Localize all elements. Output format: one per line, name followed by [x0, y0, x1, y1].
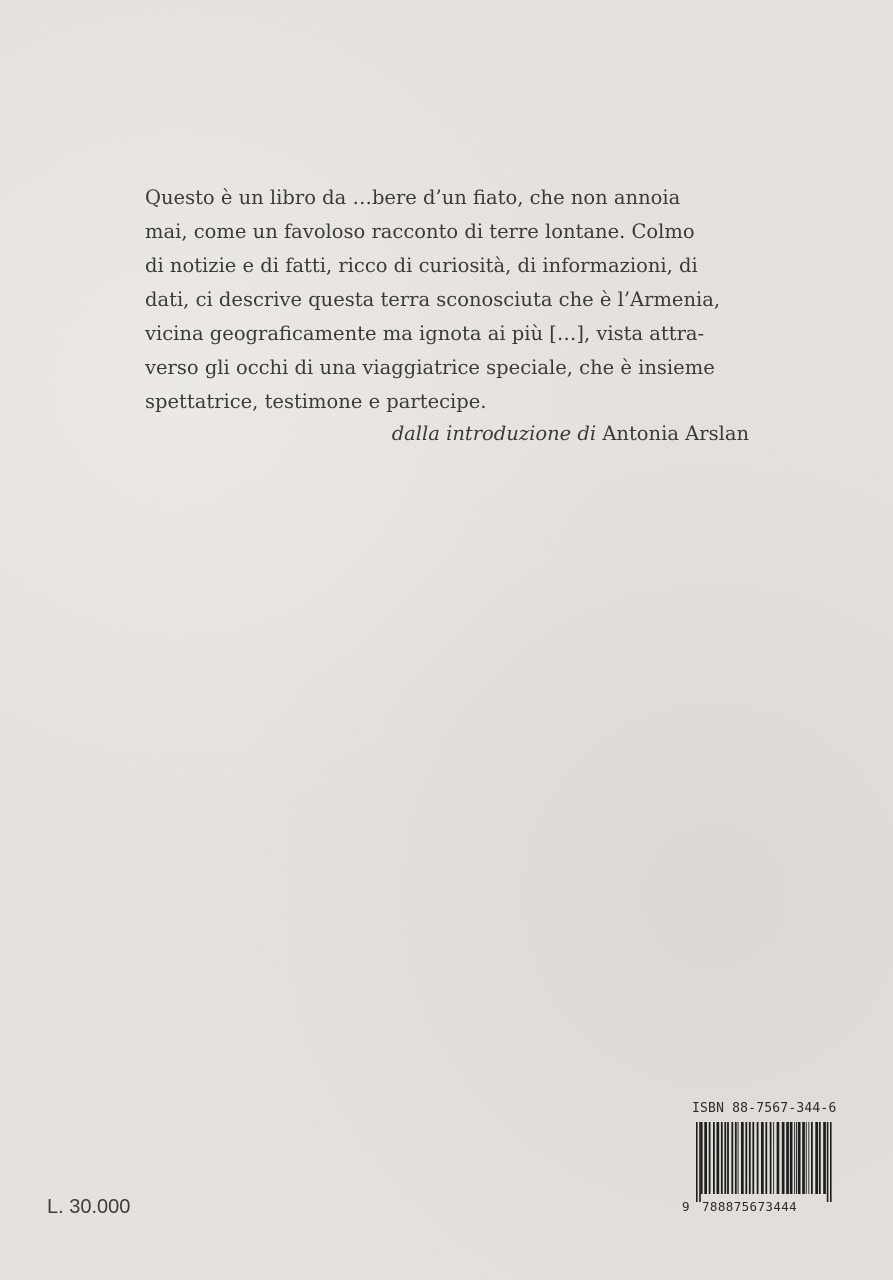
barcode-bar — [749, 1122, 751, 1194]
barcode-digits — [682, 1199, 842, 1214]
barcode-bar — [777, 1122, 780, 1194]
barcode-bar — [819, 1122, 821, 1194]
price-label: L. 30.000 — [47, 1196, 131, 1218]
barcode-bar — [752, 1122, 754, 1194]
barcode-number: 788875673444 — [702, 1199, 798, 1214]
barcode-bar — [709, 1122, 711, 1194]
barcode-bar — [806, 1122, 807, 1194]
blurb-line: dati, ci descrive questa terra sconosciuta che è l’Armenia, — [145, 288, 721, 311]
barcode-bar — [757, 1122, 759, 1194]
barcode-bar — [717, 1122, 720, 1194]
barcode-bar — [782, 1122, 785, 1194]
barcode-first-digit: 9 — [682, 1199, 690, 1214]
barcode-bar — [811, 1122, 813, 1194]
barcode-bar — [773, 1122, 774, 1194]
barcode-bar — [796, 1122, 797, 1194]
blurb-line: spettatrice, testimone e partecipe. — [145, 390, 487, 413]
barcode-bar — [770, 1122, 772, 1194]
blurb-line: di notizie e di fatti, ricco di curiosità, di informazioni, di — [145, 254, 698, 277]
attribution — [392, 422, 749, 445]
barcode-bars — [682, 1122, 838, 1202]
blurb-text — [145, 181, 765, 419]
attribution-author: Antonia Arslan — [602, 422, 749, 445]
barcode-bar — [830, 1122, 832, 1202]
barcode-bar — [704, 1122, 707, 1194]
blurb-line: vicina geograficamente ma ignota ai più […], vista attra- — [145, 322, 705, 345]
barcode-bar — [761, 1122, 764, 1194]
barcode-bar — [735, 1122, 737, 1194]
barcode-bar — [786, 1122, 789, 1194]
barcode-bar — [798, 1122, 801, 1194]
barcode-bar — [802, 1122, 805, 1194]
barcode-bar — [699, 1122, 701, 1202]
barcode-bar — [790, 1122, 793, 1194]
blurb-line: mai, come un favoloso racconto di terre lontane. Colmo — [145, 220, 695, 243]
isbn-label: ISBN 88-7567-344-6 — [692, 1101, 837, 1116]
barcode-bar — [696, 1122, 698, 1202]
barcode-bar — [827, 1122, 829, 1202]
barcode-bar — [794, 1122, 795, 1194]
barcode-bar — [745, 1122, 747, 1194]
blurb-line: verso gli occhi di una viaggiatrice speciale, che è insieme — [145, 356, 715, 379]
barcode-bar — [721, 1122, 723, 1194]
barcode-bar — [815, 1122, 818, 1194]
attribution-prefix: dalla introduzione di — [391, 422, 597, 445]
barcode-bar — [741, 1122, 744, 1194]
barcode-bar — [727, 1122, 729, 1194]
isbn-barcode — [682, 1101, 842, 1214]
barcode-bar — [731, 1122, 733, 1194]
barcode-bar — [701, 1122, 703, 1194]
barcode-bar — [823, 1122, 826, 1194]
barcode-bar — [765, 1122, 767, 1194]
blurb-line: Questo è un libro da …bere d’un fiato, che non annoia — [145, 186, 681, 209]
barcode-bar — [724, 1122, 726, 1194]
barcode-bar — [713, 1122, 715, 1194]
barcode-bar — [808, 1122, 809, 1194]
barcode-bar — [738, 1122, 739, 1194]
